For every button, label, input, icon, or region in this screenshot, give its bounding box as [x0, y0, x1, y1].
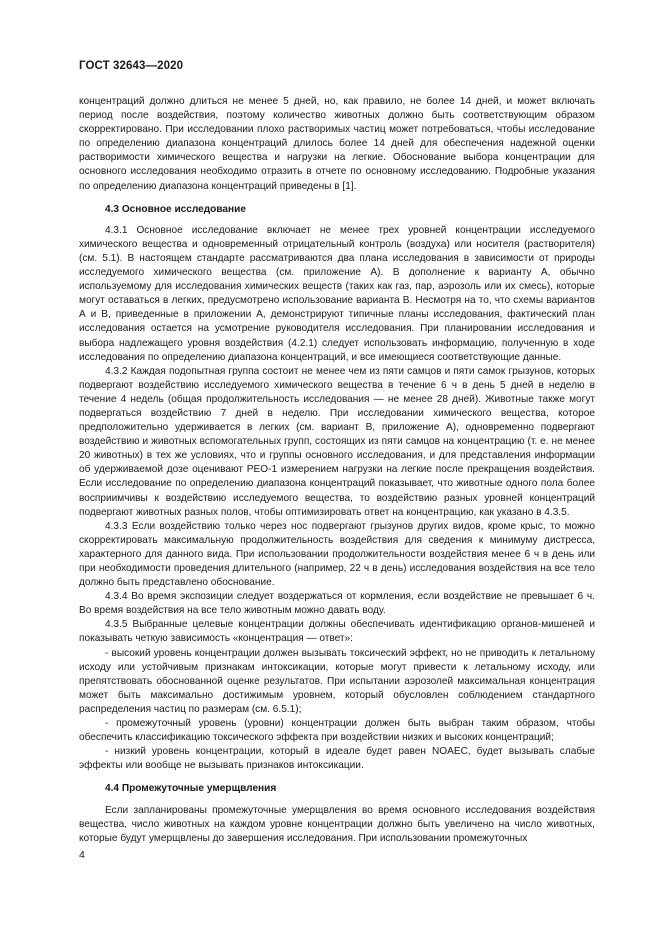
list-item-low-concentration: - низкий уровень концентрации, который в идеале будет равен NOAEC, будет вызывать слабые эффекты или вообще не вызывать признаков интоксикации.	[79, 746, 595, 772]
paragraph-4-3-2: 4.3.2 Каждая подопытная группа состоит не менее чем из пяти самцов и пяти самок грызунов, которых подвергают воздействию исследуемого химического вещества в течение 6 ч в день 5 дней в неделю в течение 4 недель (общая продолжительность исследования — не менее 28 дней). Животные также могут подвергаться воздействию 7 дней в неделю. При исследовании химического вещества, которое предположительно удерживается в легких (см. вариант В, приложение А), одновременно подвергают воздействию и животных вспомогательных групп, состоящих из пяти самцов на концентрацию (т. е. не менее 20 животных) в тех же условиях, что и группы основного исследования, и для представления информации об удерживаемой дозе оценивают РЕО-1 измерением нагрузки на легкие после прекращения воздействия. Если исследование по определению диапазона концентраций показывает, что животные одного пола более восприимчивы к воздействию исследуемого вещества, то воздействию разных уровней концентраций подвергают животных разных полов, чтобы оптимизировать ответ на концентрацию, как указано в 4.3.5.	[79, 365, 595, 518]
list-item-high-concentration: - высокий уровень концентрации должен вызывать токсический эффект, но не приводить к летальному исходу или устойчивым признакам интоксикации, которые могут привести к летальному исходу, или препятствовать обоснованной оценке результатов. При испытании аэрозолей максимальная концентрация может быть максимально достижимым уровнем, который обусловлен соблюдением стандартного распределения частиц по размерам (см. 6.5.1);	[79, 647, 595, 715]
list-item-intermediate-concentration: - промежуточный уровень (уровни) концентрации должен быть выбран таким образом, чтобы обеспечить классификацию токсического эффекта при воздействии низких и высоких концентраций;	[79, 718, 595, 744]
paragraph-4-3-1: 4.3.1 Основное исследование включает не менее трех уровней концентрации исследуемого химического вещества и одновременный отрицательный контроль (воздуха) или носителя (растворителя) (см. 5.1). В настоящем стандарте рассматриваются два плана исследования в зависимости от природы исследуемого химического вещества (см. приложение А). В дополнение к варианту А, обычно используемому для исследования химических веществ (таких как газ, пар, аэрозоль или их смесь), которые могут оставаться в легких, предусмотрено использование варианта В. Несмотря на то, что схемы вариантов А и В, приведенные в приложении А, демонстрируют типичные планы исследования, фактический план исследования остается на усмотрение руководителя исследования. При планировании исследования и выбора надлежащего уровня воздействия (4.2.1) следует использовать информацию, полученную в ходе исследования по определению диапазона концентраций, и все имеющиеся соответствующие данные.	[79, 224, 595, 363]
document-header: ГОСТ 32643—2020	[79, 60, 184, 72]
page-number: 4	[79, 849, 85, 861]
paragraph-4-4: Если запланированы промежуточные умерщвления во время основного исследования воздействия вещества, число животных на каждом уровне концентрации должно быть увеличено на число животных, которые будут умерщвлены до завершения исследования. При использовании промежуточных	[79, 804, 595, 844]
paragraph-4-3-3: 4.3.3 Если воздействию только через нос подвергают грызунов других видов, кроме крыс, то можно скорректировать максимальную продолжительность воздействия для сведения к минимуму дистресса, характерного для данного вида. При использовании продолжительности воздействия менее 6 ч в день или при необходимости проведения длительного (например, 22 ч в день) исследования воздействия на все тело должно быть представлено обоснование.	[79, 520, 595, 589]
document-body	[79, 95, 595, 846]
intro-paragraph: концентраций должно длиться не менее 5 дней, но, как правило, не более 14 дней, и может включать период после воздействия, поэтому количество животных должно быть соответствующим образом скорректировано. При исследовании плохо растворимых частиц может потребоваться, чтобы исследование по определению диапазона концентраций длилось более 14 дней для обеспечения надежной оценки растворимости химического вещества и нагрузки на легкие. Обоснование выбора концентрации для основного исследования необходимо отразить в отчете по основному исследованию. Подробные указания по определению диапазона концентраций приведены в [1].	[79, 96, 595, 192]
paragraph-4-3-5: 4.3.5 Выбранные целевые концентрации должны обеспечивать идентификацию органов-мишеней и показывать четкую зависимость «концентрация — ответ»:	[79, 619, 595, 645]
section-4-3-title: 4.3 Основное исследование	[105, 203, 246, 215]
paragraph-4-3-4: 4.3.4 Во время экспозиции следует воздержаться от кормления, если воздействие не превышает 6 ч. Во время воздействия на все тело животным можно давать воду.	[79, 591, 595, 617]
section-4-4-title: 4.4 Промежуточные умерщвления	[105, 783, 277, 795]
